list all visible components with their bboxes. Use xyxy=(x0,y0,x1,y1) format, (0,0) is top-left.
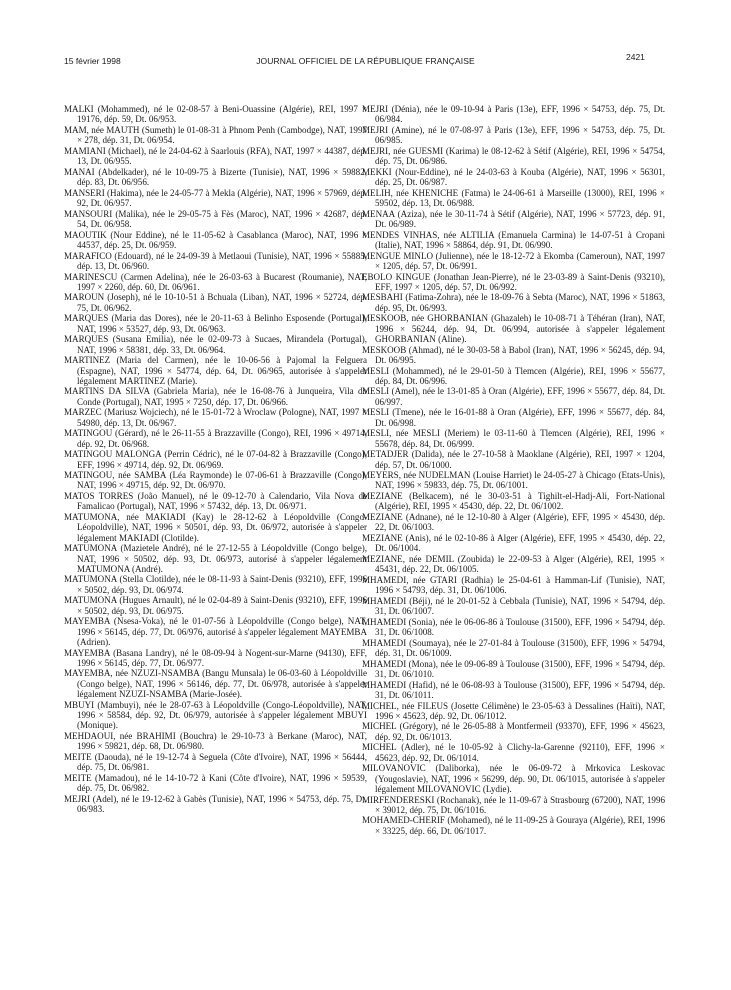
register-entry: MEITE (Mamadou), né le 14-10-72 à Kani (Côte d'Ivoire), NAT, 1996 × 59539, dép. 75, Dt. 06/982. xyxy=(64,772,367,793)
register-entry: MEJRI (Adel), né le 19-12-62 à Gabès (Tunisie), NAT, 1996 × 54753, dép. 75, Dt. 06/983. xyxy=(64,793,367,814)
register-entry: MARQUES (Susana Emilia), née le 02-09-73 à Sucaes, Mirandela (Portugal), NAT, 1996 × 58381, dép. 33, Dt. 06/964. xyxy=(64,334,367,355)
register-entry: MATUMONA (Stella Clotilde), née le 08-11-93 à Saint-Denis (93210), EFF, 1996 × 50502, dép. 93, Dt. 06/974. xyxy=(64,574,367,595)
register-entry: MENGUE MINLO (Julienne), née le 18-12-72 à Ekomba (Cameroun), NAT, 1997 × 1205, dép. 57, Dt. 06/991. xyxy=(362,250,665,271)
register-entry: MESLI, née MESLI (Meriem) le 03-11-60 à Tlemcen (Algérie), REI, 1996 × 55678, dép. 84, Dt. 06/999. xyxy=(362,428,665,449)
register-entry: MHAMEDI (Hafid), né le 06-08-93 à Toulouse (31500), EFF, 1996 × 54794, dép. 31, Dt. 06/1011. xyxy=(362,679,665,700)
register-entry: MAYEMBA (Basana Landry), né le 08-09-94 à Nogent-sur-Marne (94130), EFF, 1996 × 56145, dép. 77, Dt. 06/977. xyxy=(64,647,367,668)
register-entry: MEZIANE (Anis), né le 02-10-86 à Alger (Algérie), EFF, 1995 × 45430, dép. 22, Dt. 06/1004. xyxy=(362,533,665,554)
register-entry: MARTINEZ (Maria del Carmen), née le 10-06-56 à Pajomal la Felguera (Espagne), NAT, 1996 × 54774, dép. 64, Dt. 06/965, autorisée à s'appeler légalement MARTINEZ (Marie). xyxy=(64,355,367,386)
register-entry: MATINGOU MALONGA (Perrin Cédric), né le 07-04-82 à Brazzaville (Congo), EFF, 1996 × 49714, dép. 92, Dt. 06/969. xyxy=(64,449,367,470)
register-entry: MELIH, née KHENICHE (Fatma) le 24-06-61 à Marseille (13000), REI, 1996 × 59502, dép. 13, Dt. 06/988. xyxy=(362,187,665,208)
register-entry: EBOLO KINGUE (Jonathan Jean-Pierre), né le 23-03-89 à Saint-Denis (93210), EFF, 1997 × 1205, dép. 57, Dt. 06/992. xyxy=(362,271,665,292)
register-entry: MIRFENDERESKI (Rochanak), née le 11-09-67 à Strasbourg (67200), NAT, 1996 × 39012, dép. 75, Dt. 06/1016. xyxy=(362,794,665,815)
register-entry: MATOS TORRES (João Manuel), né le 09-12-70 à Calendario, Vila Nova de Famalicao (Portugal), NAT, 1996 × 57432, dép. 13, Dt. 06/971. xyxy=(64,491,367,512)
register-entry: MHAMEDI (Béji), né le 20-01-52 à Cebbala (Tunisie), NAT, 1996 × 54794, dép. 31, Dt. 06/1007. xyxy=(362,595,665,617)
register-entry: MENDES VINHAS, née ALTILIA (Emanuela Carmina) le 14-07-51 à Cropani (Italie), NAT, 1996 × 58864, dép. 91, Dt. 06/990. xyxy=(362,229,665,250)
register-entry: MANSERI (Hakima), née le 24-05-77 à Mekla (Algérie), NAT, 1996 × 57969, dép. 92, Dt. 06/957. xyxy=(64,187,367,208)
register-entry: MICHEL (Adler), né le 10-05-92 à Clichy-la-Garenne (92110), EFF, 1996 × 45623, dép. 92, Dt. 06/1014. xyxy=(362,742,665,763)
register-entry: MAM, née MAUTH (Sumeth) le 01-08-31 à Phnom Penh (Cambodge), NAT, 1997 × 278, dép. 31, Dt. 06/954. xyxy=(64,124,367,146)
register-entry: MEZIANE (Belkacem), né le 30-03-51 à Tighilt-el-Hadj-Ali, Fort-National (Algérie), REI, 1995 × 45430, dép. 22, Dt. 06/1002. xyxy=(362,491,665,512)
journal-title: JOURNAL OFFICIEL DE LA RÉPUBLIQUE FRANÇAISE xyxy=(256,56,475,66)
register-entry: MAOUTIK (Nour Eddine), né le 11-05-62 à Casablanca (Maroc), NAT, 1996 × 44537, dép. 25, Dt. 06/959. xyxy=(64,229,367,250)
register-entry: MAYEMBA, née NZUZI-NSAMBA (Bangu Munsala) le 06-03-60 à Léopoldville (Congo belge), NAT, 1996 × 56146, dép. 77, Dt. 06/978, autorisée à s'appeler légalement NZUZI-NSAMBA (Marie-Josée). xyxy=(64,668,367,699)
register-entry: MAROUN (Joseph), né le 10-10-51 à Bchuala (Liban), NAT, 1996 × 52724, dép. 75, Dt. 06/962. xyxy=(64,292,367,313)
register-entry: MATUMONA, née MAKIADI (Kay) le 28-12-62 à Léopoldville (Congo-Léopoldville), NAT, 1996 × 50501, dép. 93, Dt. 06/972, autorisée à s'appeler légalement MAKIADI (Clotilde). xyxy=(64,512,367,543)
register-entry: MARQUES (Maria das Dores), née le 20-11-63 à Belinho Esposende (Portugal), NAT, 1996 × 53527, dép. 93, Dt. 06/963. xyxy=(64,313,367,334)
register-entry: MESKOOB (Ahmad), né le 30-03-58 à Babol (Iran), NAT, 1996 × 56245, dép. 94, Dt. 06/995. xyxy=(362,344,665,365)
register-entry: MATUMONA (Mazietele André), né le 27-12-55 à Léopoldville (Congo belge), NAT, 1996 × 50502, dép. 93, Dt. 06/973, autorisé à s'appeler légalement MATUMONA (André). xyxy=(64,543,367,574)
register-entry: MICHEL (Grégory), né le 26-05-88 à Montfermeil (93370), EFF, 1996 × 45623, dép. 92, Dt. 06/1013. xyxy=(362,721,665,742)
register-entry: MANSOURI (Malika), née le 29-05-75 à Fès (Maroc), NAT, 1996 × 42687, dép. 54, Dt. 06/958. xyxy=(64,208,367,229)
register-entry: MARZEC (Mariusz Wojciech), né le 15-01-72 à Wroclaw (Pologne), NAT, 1997 × 54980, dép. 13, Dt. 06/967. xyxy=(64,407,367,428)
register-entry: MICHEL, née FILEUS (Josette Célimène) le 23-05-63 à Dessalines (Haïti), NAT, 1996 × 45623, dép. 92, Dt. 06/1012. xyxy=(362,700,665,721)
page-number: 2421 xyxy=(626,52,645,62)
register-entry: MBUYI (Mambuyi), née le 28-07-63 à Léopoldville (Congo-Léopoldville), NAT, 1996 × 58584, dép. 92, Dt. 06/979, autorisée à s'appeler légalement MBUYI (Monique). xyxy=(64,699,367,731)
register-entry: MEJRI, née GUESMI (Karima) le 08-12-62 à Sétif (Algérie), REI, 1996 × 54754, dép. 75, Dt. 06/986. xyxy=(362,145,665,167)
header-date: 15 février 1998 xyxy=(64,56,121,66)
register-entry: METADJER (Dalida), née le 27-10-58 à Maoklane (Algérie), REI, 1997 × 1204, dép. 57, Dt. 06/1000. xyxy=(362,449,665,470)
register-entry: MEJRI (Amine), né le 07-08-97 à Paris (13e), EFF, 1996 × 54753, dép. 75, Dt. 06/985. xyxy=(362,124,665,146)
register-entry: MANAI (Abdelkader), né le 10-09-75 à Bizerte (Tunisie), NAT, 1996 × 59882, dép. 83, Dt. 06/956. xyxy=(64,166,367,188)
page-header xyxy=(0,52,731,70)
register-entry: MHAMEDI (Soumaya), née le 27-01-84 à Toulouse (31500), EFF, 1996 × 54794, dép. 31, Dt. 06/1009. xyxy=(362,637,665,658)
register-entry: MESBAHI (Fatima-Zohra), née le 18-09-76 à Sebta (Maroc), NAT, 1996 × 51863, dép. 95, Dt. 06/993. xyxy=(362,292,665,313)
register-entry: MALKI (Mohammed), né le 02-08-57 à Beni-Ouassine (Algérie), REI, 1997 × 19176, dép. 59, Dt. 06/953. xyxy=(64,104,367,125)
register-entry: MARAFICO (Edouard), né le 24-09-39 à Metlaoui (Tunisie), NAT, 1996 × 55885, dép. 13, Dt. 06/960. xyxy=(64,250,367,271)
register-entry: MAYEMBA (Nsesa-Voka), né le 01-07-56 à Léopoldville (Congo belge), NAT, 1996 × 56145, dép. 77, Dt. 06/976, autorisé à s'appeler légalement MAYEMBA (Adrien). xyxy=(64,616,367,647)
register-entry: MEHDAOUI, née BRAHIMI (Bouchra) le 29-10-73 à Berkane (Maroc), NAT, 1996 × 59821, dép. 68, Dt. 06/980. xyxy=(64,730,367,752)
register-entry: MEKKI (Nour-Eddine), né le 24-03-63 à Kouba (Algérie), NAT, 1996 × 56301, dép. 25, Dt. 06/987. xyxy=(362,166,665,188)
register-entry: MEZIANE (Adnane), né le 12-10-80 à Alger (Algérie), EFF, 1995 × 45430, dép. 22, Dt. 06/1003. xyxy=(362,512,665,533)
register-entry: MATINGOU, née SAMBA (Léa Raymonde) le 07-06-61 à Brazzaville (Congo), NAT, 1996 × 49715, dép. 92, Dt. 06/970. xyxy=(64,470,367,491)
register-entry: MEYERS, née NUDELMAN (Louise Harriet) le 24-05-27 à Chicago (Etats-Unis), NAT, 1996 × 59833, dép. 75, Dt. 06/1001. xyxy=(362,470,665,491)
register-entry: MENAA (Aziza), née le 30-11-74 à Sétif (Algérie), NAT, 1996 × 57723, dép. 91, Dt. 06/989. xyxy=(362,208,665,229)
register-entry: MILOVANOVIC (Daliborka), née le 06-09-72 à Mrkovica Leskovac (Yougoslavie), NAT, 1996 × 56299, dép. 90, Dt. 06/1015, autorisée à s'appeler légalement MILOVANOVIC (Lydie). xyxy=(362,763,665,794)
register-entry: MESKOOB, née GHORBANIAN (Ghazaleh) le 10-08-71 à Téhéran (Iran), NAT, 1996 × 56244, dép. 94, Dt. 06/994, autorisée à s'appeler légalement GHORBANIAN (Aline). xyxy=(362,313,665,344)
register-entry: MESLI (Amel), née le 13-01-85 à Oran (Algérie), EFF, 1996 × 55677, dép. 84, Dt. 06/997. xyxy=(362,386,665,407)
register-entry: MEITE (Daouda), né le 19-12-74 à Seguela (Côte d'Ivoire), NAT, 1996 × 56444, dép. 75, Dt. 06/981. xyxy=(64,751,367,772)
register-entry: MARTINS DA SILVA (Gabriela Maria), née le 16-08-76 à Junqueira, Vila do Conde (Portugal), NAT, 1995 × 7250, dép. 17, Dt. 06/966. xyxy=(64,386,367,407)
left-column xyxy=(64,104,367,815)
register-entry: MEZIANE, née DEMIL (Zoubida) le 22-09-53 à Alger (Algérie), REI, 1995 × 45431, dép. 22, Dt. 06/1005. xyxy=(362,553,665,575)
register-entry: MAMIANI (Michael), né le 24-04-62 à Saarlouis (RFA), NAT, 1997 × 44387, dép. 13, Dt. 06/955. xyxy=(64,145,367,167)
register-entry: MHAMEDI (Sonia), née le 06-06-86 à Toulouse (31500), EFF, 1996 × 54794, dép. 31, Dt. 06/1008. xyxy=(362,616,665,637)
register-entry: MATINGOU (Gérard), né le 26-11-55 à Brazzaville (Congo), REI, 1996 × 49714, dép. 92, Dt. 06/968. xyxy=(64,428,367,449)
right-column xyxy=(362,104,665,836)
register-entry: MATUMONA (Hugues Arnault), né le 02-04-89 à Saint-Denis (93210), EFF, 1996 × 50502, dép. 93, Dt. 06/975. xyxy=(64,595,367,616)
register-entry: MESLI (Tmene), née le 16-01-88 à Oran (Algérie), EFF, 1996 × 55677, dép. 84, Dt. 06/998. xyxy=(362,407,665,428)
register-entry: MARINESCU (Carmen Adelina), née le 26-03-63 à Bucarest (Roumanie), NAT, 1997 × 2260, dép. 60, Dt. 06/961. xyxy=(64,271,367,292)
register-entry: MHAMEDI, née GTARI (Radhia) le 25-04-61 à Hamman-Lif (Tunisie), NAT, 1996 × 54793, dép. 31, Dt. 06/1006. xyxy=(362,574,665,596)
register-entry: MEJRI (Dénia), née le 09-10-94 à Paris (13e), EFF, 1996 × 54753, dép. 75, Dt. 06/984. xyxy=(362,104,665,125)
register-entry: MESLI (Mohammed), né le 29-01-50 à Tlemcen (Algérie), REI, 1996 × 55677, dép. 84, Dt. 06/996. xyxy=(362,365,665,386)
register-entry: MOHAMED-CHERIF (Mohamed), né le 11-09-25 à Gouraya (Algérie), REI, 1996 × 33225, dép. 66, Dt. 06/1017. xyxy=(362,815,665,836)
register-entry: MHAMEDI (Mona), née le 09-06-89 à Toulouse (31500), EFF, 1996 × 54794, dép. 31, Dt. 06/1010. xyxy=(362,658,665,679)
